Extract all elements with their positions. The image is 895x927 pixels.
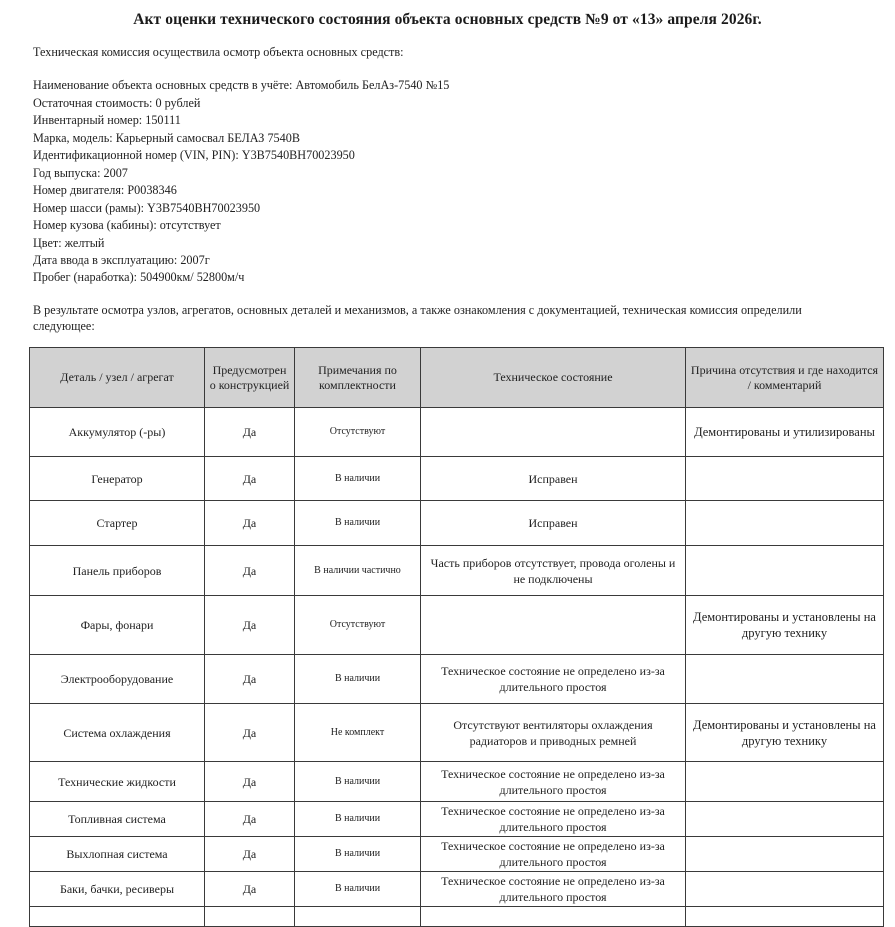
cell-provided: Да xyxy=(205,802,295,837)
cell-completeness: В наличии xyxy=(295,501,421,546)
header-part: Деталь / узел / агрегат xyxy=(30,348,205,408)
field-make-model: Марка, модель: Карьерный самосвал БЕЛАЗ 7540В xyxy=(33,131,300,145)
cell-reason xyxy=(686,546,884,596)
cell-condition: Часть приборов отсутствует, провода оголены и не подключены xyxy=(421,546,686,596)
cell-part: Электрооборудование xyxy=(30,655,205,704)
inspection-table xyxy=(29,347,884,927)
header-condition: Техническое состояние xyxy=(421,348,686,408)
cell-completeness: В наличии xyxy=(295,872,421,907)
cell-provided: Да xyxy=(205,596,295,655)
cell-reason xyxy=(686,655,884,704)
table-row-partial xyxy=(30,907,884,927)
cell-reason xyxy=(686,802,884,837)
cell-condition: Техническое состояние не определено из-за длительного простоя xyxy=(421,655,686,704)
table-row xyxy=(30,546,884,596)
table-row xyxy=(30,501,884,546)
table-row xyxy=(30,655,884,704)
cell-condition: Техническое состояние не определено из-за длительного простоя xyxy=(421,872,686,907)
cell-provided: Да xyxy=(205,408,295,457)
table-header-row xyxy=(30,348,884,408)
cell-reason xyxy=(686,457,884,501)
cell-condition xyxy=(421,596,686,655)
cell-completeness: В наличии частично xyxy=(295,546,421,596)
table-row xyxy=(30,837,884,872)
cell-part: Панель приборов xyxy=(30,546,205,596)
cell-condition: Отсутствуют вентиляторы охлаждения радиаторов и приводных ремней xyxy=(421,704,686,762)
cell-part: Аккумулятор (-ры) xyxy=(30,408,205,457)
cell-completeness: В наличии xyxy=(295,837,421,872)
cell-completeness: В наличии xyxy=(295,802,421,837)
table-row xyxy=(30,596,884,655)
table-row xyxy=(30,872,884,907)
cell-part: Генератор xyxy=(30,457,205,501)
cell-completeness: В наличии xyxy=(295,762,421,802)
field-commission-date: Дата ввода в эксплуатацию: 2007г xyxy=(33,253,210,267)
cell-part: Стартер xyxy=(30,501,205,546)
cell-reason: Демонтированы и установлены на другую технику xyxy=(686,704,884,762)
field-residual-value: Остаточная стоимость: 0 рублей xyxy=(33,96,201,110)
cell-provided: Да xyxy=(205,837,295,872)
cell-provided: Да xyxy=(205,762,295,802)
cell-condition: Техническое состояние не определено из-за длительного простоя xyxy=(421,837,686,872)
table-row xyxy=(30,408,884,457)
cell-condition xyxy=(421,408,686,457)
cell-provided: Да xyxy=(205,655,295,704)
cell-reason xyxy=(686,501,884,546)
field-mileage: Пробег (наработка): 504900км/ 52800м/ч xyxy=(33,270,245,284)
cell-condition: Техническое состояние не определено из-за длительного простоя xyxy=(421,802,686,837)
table-row xyxy=(30,802,884,837)
document-title: Акт оценки технического состояния объекта основных средств №9 от «13» апреля 2026г. xyxy=(133,11,762,28)
cell-provided: Да xyxy=(205,457,295,501)
cell-completeness: В наличии xyxy=(295,655,421,704)
cell-part: Топливная система xyxy=(30,802,205,837)
field-vin: Идентификационной номер (VIN, PIN): Y3B7540BH70023950 xyxy=(33,148,355,162)
cell-completeness: Не комплект xyxy=(295,704,421,762)
cell-part: Баки, бачки, ресиверы xyxy=(30,872,205,907)
field-body-number: Номер кузова (кабины): отсутствует xyxy=(33,218,221,232)
cell-completeness: В наличии xyxy=(295,457,421,501)
header-reason: Причина отсутствия и где находится / комментарий xyxy=(686,348,884,408)
cell-part: Технические жидкости xyxy=(30,762,205,802)
field-inventory-number: Инвентарный номер: 150111 xyxy=(33,113,181,127)
table-row xyxy=(30,457,884,501)
cell-provided: Да xyxy=(205,704,295,762)
table-row xyxy=(30,704,884,762)
cell-reason xyxy=(686,837,884,872)
cell-condition: Техническое состояние не определено из-за длительного простоя xyxy=(421,762,686,802)
field-asset-name: Наименование объекта основных средств в учёте: Автомобиль БелАз-7540 №15 xyxy=(33,78,450,92)
cell-provided: Да xyxy=(205,501,295,546)
cell-condition: Исправен xyxy=(421,457,686,501)
cell-completeness: Отсутствуют xyxy=(295,408,421,457)
field-engine-number: Номер двигателя: P0038346 xyxy=(33,183,177,197)
cell-reason xyxy=(686,872,884,907)
cell-provided: Да xyxy=(205,546,295,596)
cell-part: Система охлаждения xyxy=(30,704,205,762)
header-completeness: Примечания по комплектности xyxy=(295,348,421,408)
intro-text: Техническая комиссия осуществила осмотр объекта основных средств: xyxy=(33,45,404,59)
header-provided: Предусмотрен о конструкцией xyxy=(205,348,295,408)
cell-provided: Да xyxy=(205,872,295,907)
field-chassis-number: Номер шасси (рамы): Y3B7540BH70023950 xyxy=(33,201,261,215)
field-color: Цвет: желтый xyxy=(33,236,105,250)
conclusion-text: В результате осмотра узлов, агрегатов, основных деталей и механизмов, а также ознакомления с документацией, техническая комиссия определили xyxy=(33,303,802,317)
cell-part: Выхлопная система xyxy=(30,837,205,872)
cell-reason xyxy=(686,762,884,802)
table-row xyxy=(30,762,884,802)
cell-reason: Демонтированы и установлены на другую технику xyxy=(686,596,884,655)
cell-completeness: Отсутствуют xyxy=(295,596,421,655)
conclusion-text-end: следующее: xyxy=(33,319,95,333)
cell-part: Фары, фонари xyxy=(30,596,205,655)
field-year: Год выпуска: 2007 xyxy=(33,166,128,180)
cell-reason: Демонтированы и утилизированы xyxy=(686,408,884,457)
cell-condition: Исправен xyxy=(421,501,686,546)
